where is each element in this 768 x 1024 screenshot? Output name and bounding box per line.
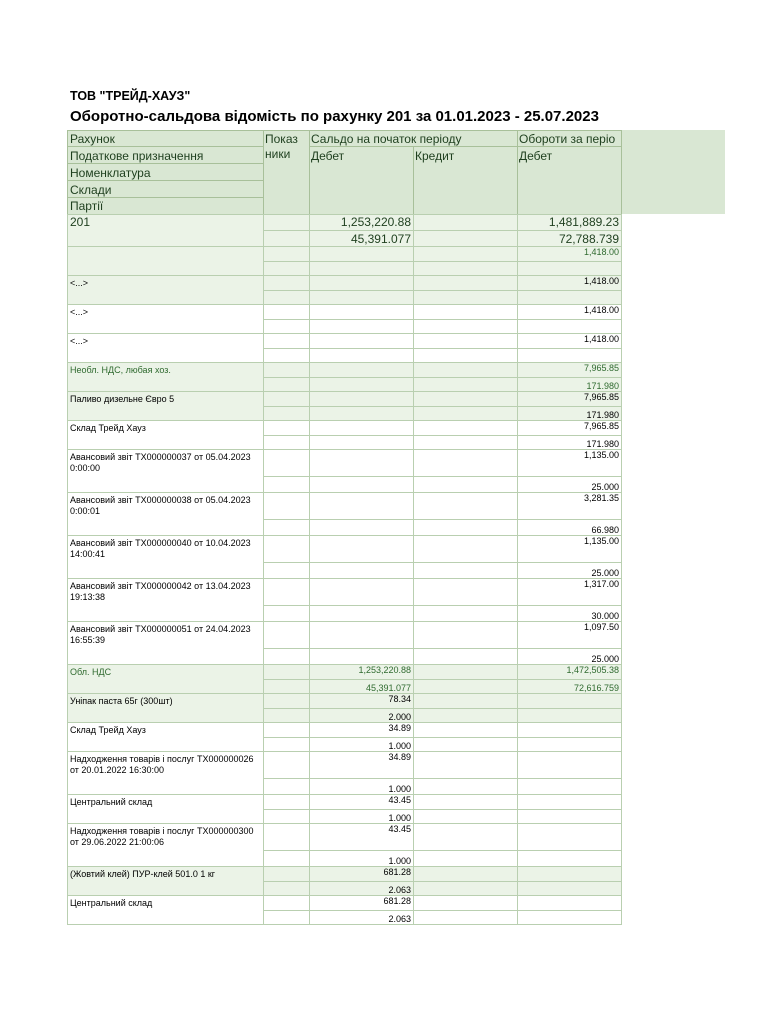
cell-saldo-debet bbox=[310, 520, 414, 536]
table-row bbox=[68, 896, 622, 911]
cell-saldo-debet bbox=[310, 563, 414, 579]
cell-oboroty-debet: 7,965.85 bbox=[518, 421, 622, 436]
cell-pokaz bbox=[264, 377, 310, 392]
row-label: <...> bbox=[68, 276, 264, 305]
header-partii: Партії bbox=[70, 199, 104, 213]
cell-saldo-debet bbox=[310, 450, 414, 477]
row-label: Надходження товарів і послуг ТХ000000300 от 29.06.2022 21:00:06 bbox=[68, 824, 264, 867]
row-label: Уніпак паста 65г (300шт) bbox=[68, 694, 264, 723]
cell-pokaz bbox=[264, 276, 310, 291]
table-row bbox=[68, 421, 622, 436]
cell-saldo-debet bbox=[310, 319, 414, 334]
cell-saldo-debet: 34.89 bbox=[310, 752, 414, 779]
cell-saldo-debet: 1,253,220.88 bbox=[310, 665, 414, 680]
cell-oboroty-debet: 3,281.35 bbox=[518, 493, 622, 520]
cell-saldo-debet: 2.000 bbox=[310, 708, 414, 723]
cell-saldo-kredit bbox=[414, 348, 518, 363]
cell-pokaz bbox=[264, 795, 310, 810]
cell-pokaz bbox=[264, 622, 310, 649]
cell-saldo-kredit bbox=[414, 435, 518, 450]
cell-saldo-debet bbox=[310, 406, 414, 421]
row-label: Склад Трейд Хауз bbox=[68, 723, 264, 752]
cell-saldo-debet bbox=[310, 622, 414, 649]
table-row bbox=[68, 824, 622, 851]
cell-oboroty-debet: 1,418.00 bbox=[518, 305, 622, 320]
row-label: Авансовий звіт ТХ000000038 от 05.04.2023 0:00:01 bbox=[68, 493, 264, 536]
cell-saldo-debet bbox=[310, 261, 414, 276]
cell-oboroty-debet bbox=[518, 694, 622, 709]
row-label bbox=[68, 247, 264, 276]
cell-saldo-kredit bbox=[414, 536, 518, 563]
cell-saldo-kredit bbox=[414, 809, 518, 824]
cell-oboroty-debet bbox=[518, 752, 622, 779]
cell-oboroty-debet bbox=[518, 809, 622, 824]
cell-saldo-debet bbox=[310, 363, 414, 378]
cell-saldo-kredit bbox=[414, 215, 518, 231]
cell-pokaz bbox=[264, 290, 310, 305]
cell-saldo-kredit bbox=[414, 421, 518, 436]
cell-saldo-kredit bbox=[414, 563, 518, 579]
cell-pokaz bbox=[264, 851, 310, 867]
row-label: Авансовий звіт ТХ000000037 от 05.04.2023 0:00:00 bbox=[68, 450, 264, 493]
table-row bbox=[68, 215, 622, 231]
cell-saldo-debet bbox=[310, 377, 414, 392]
cell-oboroty-debet: 7,965.85 bbox=[518, 392, 622, 407]
cell-saldo-kredit bbox=[414, 319, 518, 334]
table-row bbox=[68, 694, 622, 709]
cell-saldo-debet: 1,253,220.88 bbox=[310, 215, 414, 231]
cell-oboroty-debet bbox=[518, 779, 622, 795]
header-podatkove: Податкове призначення bbox=[70, 149, 204, 163]
cell-oboroty-debet: 171.980 bbox=[518, 377, 622, 392]
header-rahunok: Рахунок bbox=[70, 132, 115, 146]
cell-pokaz bbox=[264, 406, 310, 421]
cell-saldo-kredit bbox=[414, 276, 518, 291]
row-label: Надходження товарів і послуг ТХ000000026 от 20.01.2022 16:30:00 bbox=[68, 752, 264, 795]
table-row bbox=[68, 363, 622, 378]
row-label: Авансовий звіт ТХ000000051 от 24.04.2023 16:55:39 bbox=[68, 622, 264, 665]
cell-saldo-kredit bbox=[414, 247, 518, 262]
table-row bbox=[68, 450, 622, 477]
cell-pokaz bbox=[264, 392, 310, 407]
row-label: Паливо дизельне Євро 5 bbox=[68, 392, 264, 421]
cell-pokaz bbox=[264, 247, 310, 262]
row-label: Необл. НДС, любая хоз. bbox=[68, 363, 264, 392]
cell-saldo-debet bbox=[310, 649, 414, 665]
cell-saldo-debet bbox=[310, 606, 414, 622]
cell-saldo-kredit bbox=[414, 477, 518, 493]
row-label: Авансовий звіт ТХ000000042 от 13.04.2023 19:13:38 bbox=[68, 579, 264, 622]
header-pokaznyky: Показ ники bbox=[265, 132, 298, 161]
company-name: ТОВ "ТРЕЙД-ХАУЗ" bbox=[70, 89, 191, 103]
cell-saldo-kredit bbox=[414, 824, 518, 851]
cell-saldo-kredit bbox=[414, 795, 518, 810]
cell-saldo-kredit bbox=[414, 290, 518, 305]
cell-oboroty-debet: 1,135.00 bbox=[518, 450, 622, 477]
cell-saldo-debet: 34.89 bbox=[310, 723, 414, 738]
cell-oboroty-debet: 1,135.00 bbox=[518, 536, 622, 563]
cell-saldo-kredit bbox=[414, 305, 518, 320]
cell-saldo-kredit bbox=[414, 231, 518, 247]
cell-oboroty-debet bbox=[518, 319, 622, 334]
cell-saldo-kredit bbox=[414, 896, 518, 911]
cell-oboroty-debet: 72,788.739 bbox=[518, 231, 622, 247]
cell-oboroty-debet: 1,418.00 bbox=[518, 247, 622, 262]
row-label: Склад Трейд Хауз bbox=[68, 421, 264, 450]
cell-saldo-debet bbox=[310, 392, 414, 407]
cell-saldo-kredit bbox=[414, 708, 518, 723]
cell-pokaz bbox=[264, 305, 310, 320]
cell-saldo-kredit bbox=[414, 392, 518, 407]
cell-saldo-debet: 43.45 bbox=[310, 824, 414, 851]
cell-oboroty-debet bbox=[518, 723, 622, 738]
cell-oboroty-debet bbox=[518, 896, 622, 911]
cell-pokaz bbox=[264, 649, 310, 665]
cell-pokaz bbox=[264, 319, 310, 334]
cell-oboroty-debet bbox=[518, 851, 622, 867]
cell-saldo-kredit bbox=[414, 606, 518, 622]
cell-oboroty-debet bbox=[518, 795, 622, 810]
cell-saldo-debet: 78.34 bbox=[310, 694, 414, 709]
cell-saldo-kredit bbox=[414, 493, 518, 520]
cell-saldo-kredit bbox=[414, 752, 518, 779]
cell-oboroty-debet: 1,418.00 bbox=[518, 276, 622, 291]
cell-saldo-debet: 43.45 bbox=[310, 795, 414, 810]
cell-oboroty-debet: 25.000 bbox=[518, 563, 622, 579]
table-row bbox=[68, 752, 622, 779]
cell-oboroty-debet: 1,481,889.23 bbox=[518, 215, 622, 231]
cell-oboroty-debet: 1,418.00 bbox=[518, 334, 622, 349]
cell-saldo-debet bbox=[310, 305, 414, 320]
cell-saldo-kredit bbox=[414, 261, 518, 276]
cell-pokaz bbox=[264, 910, 310, 925]
table-row bbox=[68, 334, 622, 349]
cell-pokaz bbox=[264, 679, 310, 694]
cell-saldo-kredit bbox=[414, 406, 518, 421]
cell-oboroty-debet bbox=[518, 261, 622, 276]
header-nomenklatura: Номенклатура bbox=[70, 166, 151, 180]
cell-saldo-debet bbox=[310, 435, 414, 450]
table-row bbox=[68, 276, 622, 291]
cell-saldo-debet: 2.063 bbox=[310, 881, 414, 896]
cell-saldo-debet bbox=[310, 477, 414, 493]
table-row bbox=[68, 723, 622, 738]
table-row bbox=[68, 247, 622, 262]
cell-pokaz bbox=[264, 536, 310, 563]
cell-oboroty-debet: 7,965.85 bbox=[518, 363, 622, 378]
cell-saldo-kredit bbox=[414, 377, 518, 392]
cell-oboroty-debet: 171.980 bbox=[518, 406, 622, 421]
report-title: Оборотно-сальдова відомість по рахунку 201 за 01.01.2023 - 25.07.2023 bbox=[70, 108, 599, 125]
cell-saldo-kredit bbox=[414, 851, 518, 867]
header-oboroty-debet: Дебет bbox=[519, 149, 553, 163]
cell-pokaz bbox=[264, 363, 310, 378]
cell-oboroty-debet bbox=[518, 867, 622, 882]
cell-saldo-kredit bbox=[414, 867, 518, 882]
cell-oboroty-debet bbox=[518, 910, 622, 925]
cell-pokaz bbox=[264, 809, 310, 824]
cell-oboroty-debet: 30.000 bbox=[518, 606, 622, 622]
report-table bbox=[67, 214, 622, 925]
cell-saldo-debet: 681.28 bbox=[310, 867, 414, 882]
cell-pokaz bbox=[264, 231, 310, 247]
cell-oboroty-debet: 25.000 bbox=[518, 649, 622, 665]
table-row bbox=[68, 622, 622, 649]
cell-pokaz bbox=[264, 606, 310, 622]
cell-saldo-debet: 1.000 bbox=[310, 779, 414, 795]
cell-saldo-kredit bbox=[414, 363, 518, 378]
cell-saldo-debet: 1.000 bbox=[310, 851, 414, 867]
header-saldo-debet: Дебет bbox=[311, 149, 345, 163]
cell-saldo-debet: 1.000 bbox=[310, 809, 414, 824]
cell-saldo-kredit bbox=[414, 723, 518, 738]
row-label: Центральний склад bbox=[68, 795, 264, 824]
cell-pokaz bbox=[264, 520, 310, 536]
cell-pokaz bbox=[264, 334, 310, 349]
cell-pokaz bbox=[264, 737, 310, 752]
cell-pokaz bbox=[264, 435, 310, 450]
cell-saldo-kredit bbox=[414, 520, 518, 536]
header-sklady: Склади bbox=[70, 183, 112, 197]
cell-oboroty-debet bbox=[518, 881, 622, 896]
cell-saldo-kredit bbox=[414, 779, 518, 795]
cell-oboroty-debet: 171.980 bbox=[518, 435, 622, 450]
cell-saldo-kredit bbox=[414, 450, 518, 477]
cell-saldo-kredit bbox=[414, 622, 518, 649]
cell-oboroty-debet: 66.980 bbox=[518, 520, 622, 536]
cell-pokaz bbox=[264, 421, 310, 436]
cell-saldo-debet bbox=[310, 579, 414, 606]
cell-pokaz bbox=[264, 824, 310, 851]
cell-pokaz bbox=[264, 779, 310, 795]
cell-saldo-debet bbox=[310, 536, 414, 563]
cell-saldo-debet: 45,391.077 bbox=[310, 231, 414, 247]
cell-pokaz bbox=[264, 348, 310, 363]
table-row bbox=[68, 493, 622, 520]
cell-saldo-debet bbox=[310, 290, 414, 305]
cell-saldo-debet bbox=[310, 348, 414, 363]
cell-saldo-debet bbox=[310, 334, 414, 349]
cell-saldo-debet bbox=[310, 247, 414, 262]
cell-oboroty-debet bbox=[518, 290, 622, 305]
table-row bbox=[68, 392, 622, 407]
cell-pokaz bbox=[264, 665, 310, 680]
cell-saldo-debet bbox=[310, 421, 414, 436]
cell-saldo-debet bbox=[310, 276, 414, 291]
cell-saldo-kredit bbox=[414, 649, 518, 665]
row-label: <...> bbox=[68, 334, 264, 363]
cell-oboroty-debet bbox=[518, 708, 622, 723]
cell-saldo-kredit bbox=[414, 910, 518, 925]
cell-pokaz bbox=[264, 563, 310, 579]
cell-pokaz bbox=[264, 752, 310, 779]
cell-saldo-kredit bbox=[414, 665, 518, 680]
cell-saldo-debet bbox=[310, 493, 414, 520]
cell-saldo-debet: 45,391.077 bbox=[310, 679, 414, 694]
table-row bbox=[68, 536, 622, 563]
cell-oboroty-debet: 1,097.50 bbox=[518, 622, 622, 649]
cell-saldo-debet: 681.28 bbox=[310, 896, 414, 911]
cell-pokaz bbox=[264, 261, 310, 276]
cell-pokaz bbox=[264, 723, 310, 738]
cell-pokaz bbox=[264, 896, 310, 911]
cell-pokaz bbox=[264, 867, 310, 882]
cell-pokaz bbox=[264, 579, 310, 606]
cell-saldo-kredit bbox=[414, 579, 518, 606]
cell-pokaz bbox=[264, 477, 310, 493]
cell-oboroty-debet bbox=[518, 824, 622, 851]
cell-oboroty-debet: 72,616.759 bbox=[518, 679, 622, 694]
table-row bbox=[68, 867, 622, 882]
cell-saldo-kredit bbox=[414, 737, 518, 752]
table-row bbox=[68, 665, 622, 680]
table-row bbox=[68, 305, 622, 320]
cell-saldo-kredit bbox=[414, 881, 518, 896]
row-label: <...> bbox=[68, 305, 264, 334]
cell-saldo-kredit bbox=[414, 679, 518, 694]
cell-oboroty-debet: 1,472,505.38 bbox=[518, 665, 622, 680]
cell-oboroty-debet bbox=[518, 737, 622, 752]
cell-oboroty-debet: 1,317.00 bbox=[518, 579, 622, 606]
table-header bbox=[67, 130, 725, 214]
cell-pokaz bbox=[264, 215, 310, 231]
cell-saldo-kredit bbox=[414, 334, 518, 349]
cell-oboroty-debet bbox=[518, 348, 622, 363]
row-label: (Жовтий клей) ПУР-клей 501.0 1 кг bbox=[68, 867, 264, 896]
cell-pokaz bbox=[264, 694, 310, 709]
row-label: Авансовий звіт ТХ000000040 от 10.04.2023 14:00:41 bbox=[68, 536, 264, 579]
table-row bbox=[68, 579, 622, 606]
cell-pokaz bbox=[264, 881, 310, 896]
header-saldo-kredit: Кредит bbox=[415, 149, 455, 163]
header-oboroty: Обороти за періо bbox=[519, 132, 616, 146]
cell-saldo-kredit bbox=[414, 694, 518, 709]
cell-pokaz bbox=[264, 708, 310, 723]
cell-saldo-debet: 1.000 bbox=[310, 737, 414, 752]
row-label: Центральний склад bbox=[68, 896, 264, 925]
header-saldo: Сальдо на початок періоду bbox=[311, 132, 462, 146]
table-row bbox=[68, 795, 622, 810]
cell-saldo-debet: 2.063 bbox=[310, 910, 414, 925]
row-label: 201 bbox=[68, 215, 264, 247]
cell-pokaz bbox=[264, 450, 310, 477]
cell-pokaz bbox=[264, 493, 310, 520]
cell-oboroty-debet: 25.000 bbox=[518, 477, 622, 493]
row-label: Обл. НДС bbox=[68, 665, 264, 694]
